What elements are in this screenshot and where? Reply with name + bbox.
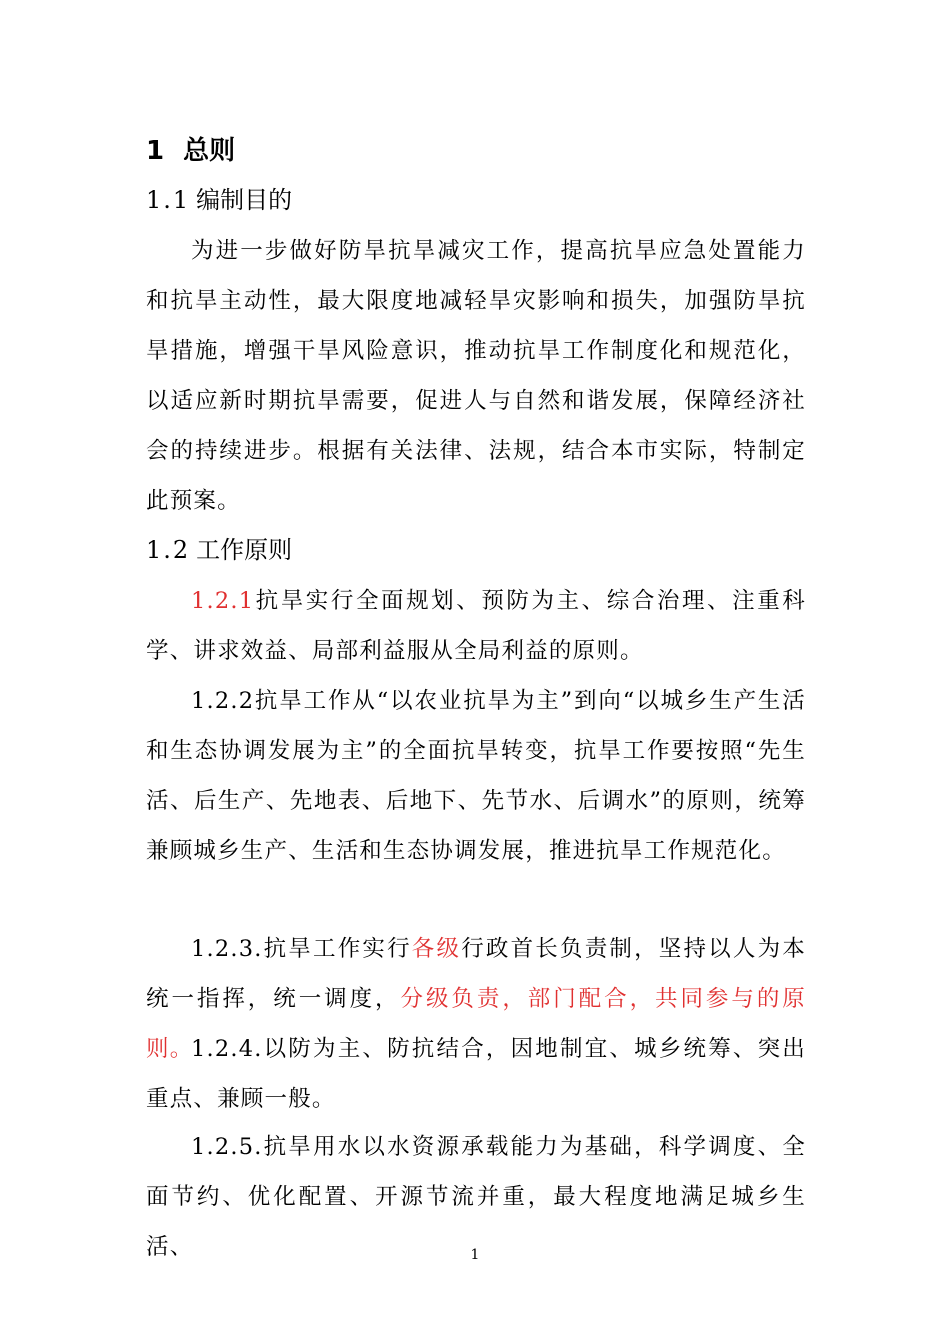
chapter-title: 总则 bbox=[183, 136, 236, 166]
section-title: 工作原则 bbox=[196, 536, 293, 564]
clause-text: 抗旱实行全面规划、预防为主、综合治理、注重科学、讲求效益、局部利益服从全局利益的原则。 bbox=[146, 588, 806, 664]
section-number: 1.1 bbox=[146, 186, 191, 214]
chapter-number: 1 bbox=[146, 136, 165, 166]
paragraph-1-2-1 bbox=[146, 576, 806, 676]
clause-number-highlight: 1.2.1 bbox=[191, 588, 255, 614]
paragraph-1-2-2: 1.2.2抗旱工作从“以农业抗旱为主”到向“以城乡生产生活和生态协调发展为主”的全面抗旱转变，抗旱工作要按照“先生活、后生产、先地表、后地下、先节水、后调水”的原则，统筹兼顾城乡生产、生活和生态协调发展，推进抗旱工作规范化。 bbox=[146, 688, 806, 864]
paragraph-1-2-5: 1.2.5.抗旱用水以水资源承载能力为基础，科学调度、全面节约、优化配置、开源节流并重，最大程度地满足城乡生活、 bbox=[146, 1134, 806, 1260]
section-heading-1-2 bbox=[146, 533, 292, 567]
paragraph-purpose: 为进一步做好防旱抗旱减灾工作，提高抗旱应急处置能力和抗旱主动性，最大限度地减轻旱灾影响和损失，加强防旱抗旱措施，增强干旱风险意识，推动抗旱工作制度化和规范化，以适应新时期抗旱需要，促进人与自然和谐发展，保障经济社会的持续进步。根据有关法律、法规，结合本市实际，特制定此预案。 bbox=[146, 238, 806, 514]
highlight-text: 分级负责，部门配合，共同参与的原则。 bbox=[146, 986, 806, 1062]
chapter-heading bbox=[146, 133, 235, 169]
section-heading-1-1 bbox=[146, 183, 292, 217]
page-number: 1 bbox=[470, 1247, 480, 1263]
clause-text: 1.2.3.抗旱工作实行 bbox=[191, 936, 412, 962]
highlight-text: 各级 bbox=[411, 936, 462, 962]
section-number: 1.2 bbox=[146, 536, 191, 564]
clause-text: 行政首长负责制，坚持以人为本统一指挥，统一调度， bbox=[146, 936, 806, 1012]
paragraph-1-2-4: 1.2.4.以防为主、防抗结合，因地制宜、城乡统筹、突出重点、兼顾一般。 bbox=[146, 1036, 806, 1112]
section-title: 编制目的 bbox=[196, 186, 293, 214]
